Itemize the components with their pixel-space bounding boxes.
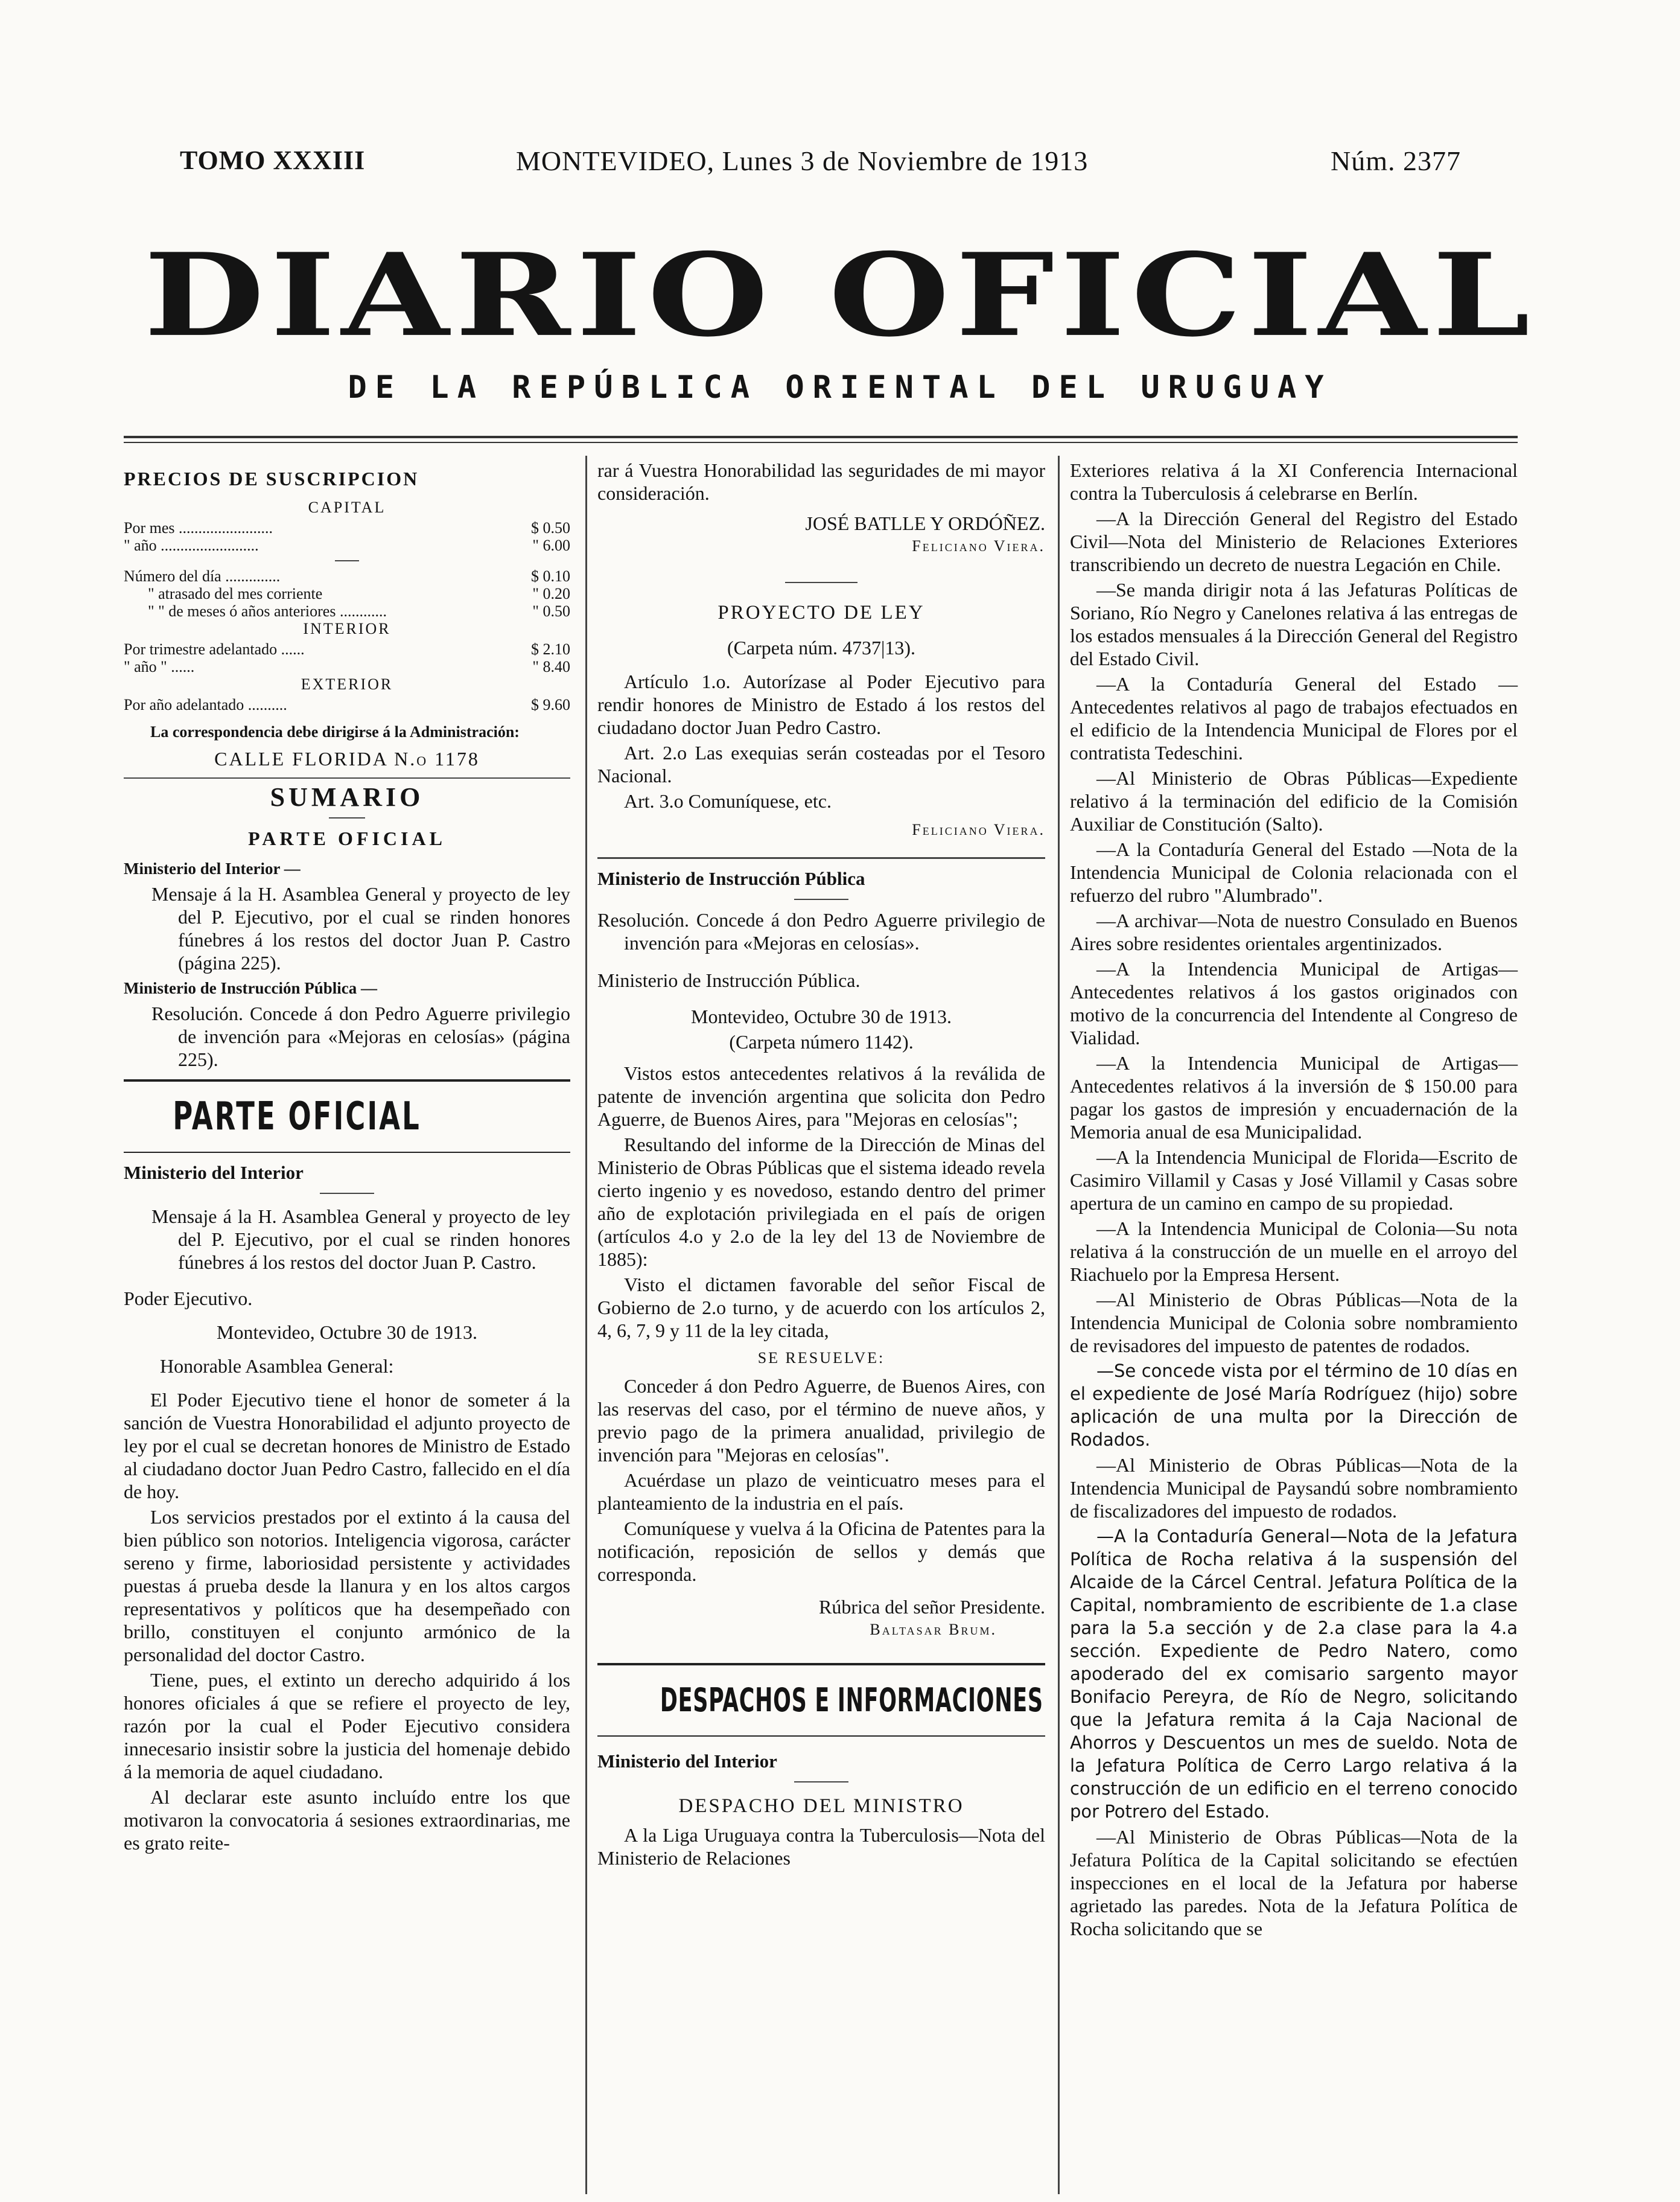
masthead-rule xyxy=(124,436,1518,438)
capital-heading: CAPITAL xyxy=(308,499,386,516)
article: Art. 3.o Comuníquese, etc. xyxy=(624,790,832,812)
dispatch-title: DESPACHO DEL MINISTRO xyxy=(678,1795,964,1817)
paragraph: Vistos estos antecedentes relativos á la reválida de patente de invención argentina que solicita don Pedro Aguerre, de Buenos Aires, para "Mejoras en celosías"; xyxy=(597,1062,1045,1130)
dispatch-item: —A la Contaduría General del Estado —Antecedentes relativos al pago de trabajos efectuados en el edificio de la Intendencia Municipal de Flores por el contratista Tedeschini. xyxy=(1070,673,1518,764)
divider xyxy=(785,582,858,583)
poder-ejecutivo: Poder Ejecutivo. xyxy=(124,1288,253,1309)
price-row: " atrasado del mes corriente " 0.20 xyxy=(148,585,570,602)
divider xyxy=(320,1193,374,1194)
correspondence-note: La correspondencia debe dirigirse á la Administración: xyxy=(150,723,520,741)
masthead-title: DIARIO OFICIAL xyxy=(144,228,1536,362)
ministry-heading: Ministerio del Interior xyxy=(597,1750,777,1772)
dispatch-item: —A la Intendencia Municipal de Colonia—Su nota relativa á la construcción de un muelle en el arroyo del Riachuelo por la Empresa Hersent. xyxy=(1070,1217,1518,1285)
price-row: Por mes ........................ $ 0.50 xyxy=(124,519,570,537)
paragraph: Comuníquese y vuelva á la Oficina de Patentes para la notificación, reposición de sellos y demás que corresponda. xyxy=(597,1517,1045,1585)
signature: Feliciano Viera. xyxy=(912,821,1045,838)
dispatch-item: —Al Ministerio de Obras Públicas—Nota de la Intendencia Municipal de Paysandú sobre nombramiento de fiscalizadores del impuesto de rodados. xyxy=(1070,1454,1518,1522)
divider xyxy=(794,899,848,900)
signature: JOSÉ BATLLE Y ORDÓÑEZ. xyxy=(805,512,1045,534)
price-row: " año " ...... " 8.40 xyxy=(124,658,570,675)
issue-prices xyxy=(124,567,570,620)
divider xyxy=(794,1781,848,1782)
masthead-rule-thin xyxy=(124,442,1518,443)
paragraph: Resultando del informe de la Dirección de Minas del Ministerio de Obras Públicas que el sistema ideado revela cierto ingenio y es novedoso, estando dentro del primer año de explotación privilegiada en el país de origen (artículos 4.o y 2.o de la ley del 13 de Noviembre de 1885): xyxy=(597,1134,1045,1270)
ministry-heading: Ministerio del Interior xyxy=(124,1162,304,1183)
price-row: Número del día .............. $ 0.10 xyxy=(124,567,570,585)
divider xyxy=(335,560,359,561)
paragraph: Los servicios prestados por el extinto á la causa del bien público son notorios. Inteligencia vigorosa, carácter sereno y firme, laboriosidad persistente y actividades puestas á prueba desde la llanura y en los altos cargos representativos y políticos que ha desempeñado con brillo, constituyen el conjunto armónico de la personalidad del doctor Castro. xyxy=(124,1506,570,1665)
signature: Feliciano Viera. xyxy=(912,537,1045,555)
paragraph: Acuérdase un plazo de veinticuatro meses para el planteamiento de la industria en el país. xyxy=(597,1469,1045,1514)
summary-section-title: PARTE OFICIAL xyxy=(248,828,446,849)
divider xyxy=(597,857,1045,859)
column-1 xyxy=(124,459,570,1857)
dispatch-item: —A la Dirección General del Registro del Estado Civil—Nota del Ministerio de Relaciones Exteriores transcribiendo un decreto de nuestra Legación en Chile. xyxy=(1070,508,1518,575)
dispatch-item: —A la Intendencia Municipal de Florida—Escrito de Casimiro Villamil y Casas y José Villamil y Casas sobre apertura de un camino en campo de su propiedad. xyxy=(1070,1146,1518,1214)
dispatch-item: —A la Intendencia Municipal de Artigas—Antecedentes relativos á los gastos originados con motivo de la concurrencia del Intendente al Congreso de Vialidad. xyxy=(1070,958,1518,1048)
dispatch-item: —A la Contaduría General del Estado —Nota de la Intendencia Municipal de Colonia relacionada con el refuerzo del rubro "Alumbrado". xyxy=(1070,838,1518,906)
price-row: " " de meses ó años anteriores ............ " 0.50 xyxy=(148,602,570,620)
folder-number: (Carpeta núm. 4737|13). xyxy=(727,637,916,659)
article: Artículo 1.o. Autorízase al Poder Ejecutivo para rendir honores de Ministro de Estado á los restos del ciudadano doctor Juan Pedro Castro. xyxy=(597,671,1045,738)
exterior-heading: EXTERIOR xyxy=(301,675,393,693)
column-separator xyxy=(585,456,587,2194)
summary-title: SUMARIO xyxy=(270,782,424,812)
summary-item-1: Mensaje á la H. Asamblea General y proyecto de ley del P. Ejecutivo, por el cual se rinden honores fúnebres á los restos del doctor Juan P. Castro (página 225). xyxy=(151,883,570,974)
ministry-heading: Ministerio de Instrucción Pública xyxy=(597,868,865,889)
summary-item-2-heading: Ministerio de Instrucción Pública — xyxy=(124,979,377,997)
section-title: PARTE OFICIAL xyxy=(173,1094,421,1139)
article: Art. 2.o Las exequias serán costeadas por el Tesoro Nacional. xyxy=(597,742,1045,787)
paragraph: Al declarar este asunto incluído entre los que motivaron la convocatoria á sesiones extraordinarias, me es grato reite- xyxy=(124,1786,570,1854)
capital-prices xyxy=(124,519,570,554)
masthead-subtitle: DE LA REPÚBLICA ORIENTAL DEL URUGUAY xyxy=(348,369,1332,406)
paragraph: A la Liga Uruguaya contra la Tuberculosis—Nota del Ministerio de Relaciones xyxy=(597,1824,1045,1869)
dispatch-item: Exteriores relativa á la XI Conferencia Internacional contra la Tuberculosis á celebrarse en Berlín. xyxy=(1070,459,1518,504)
folder-number: (Carpeta número 1142). xyxy=(729,1031,914,1053)
interior-heading: INTERIOR xyxy=(303,620,391,637)
dispatch-item: —A la Intendencia Municipal de Artigas—Antecedentes relativos á la inversión de $ 150.00 para pagar los gastos de impresión y encuadernación de la Memoria anual de esa Municipalidad. xyxy=(1070,1052,1518,1143)
date-line: Montevideo, Octubre 30 de 1913. xyxy=(217,1321,477,1343)
ministry-line: Ministerio de Instrucción Pública. xyxy=(597,969,861,991)
summary-item-2: Resolución. Concede á don Pedro Aguerre privilegio de invención para «Mejoras en celosías» (página 225). xyxy=(151,1003,570,1070)
dispatch-item: —A la Contaduría General—Nota de la Jefatura Política de Rocha relativa á la suspensión del Alcaide de la Cárcel Central. Jefatura Política de la Capital, nombramiento de escribiente de 1.a clase para la 5.a sección y de 2.a clase para la 4.a sección. Expediente de Pedro Natero, como apoderado del ex comisario sargento mayor Bonifacio Pereyra, de Río de Negro, solicitando que la Jefatura remita á la Caja Nacional de Ahorros y Descuentos un mes de sueldo. Nota de la Jefatura Política de Cerro Largo relativa á la construcción de un edificio en el terreno conocido por Potrero del Estado. xyxy=(1070,1526,1518,1822)
exterior-prices xyxy=(124,696,570,713)
resolves-heading: SE RESUELVE: xyxy=(757,1349,885,1367)
paragraph: Visto el dictamen favorable del señor Fiscal de Gobierno de 2.o turno, y de acuerdo con los artículos 2, 4, 6, 7, 9 y 11 de la ley citada, xyxy=(597,1274,1045,1341)
paragraph: Tiene, pues, el extinto un derecho adquirido á los honores oficiales á que se refiere el proyecto de ley, razón por la cual el Poder Ejecutivo considera innecesario insistir sobre la justicia del homenaje debido á la memoria de aquel ciudadano. xyxy=(124,1669,570,1782)
dispatch-item: —Se concede vista por el término de 10 días en el expediente de José María Rodríguez (hijo) sobre aplicación de una multa por la Dirección de Rodados. xyxy=(1070,1361,1518,1450)
section-title: DESPACHOS E INFORMACIONES xyxy=(660,1681,1043,1719)
price-row: Por año adelantado .......... $ 9.60 xyxy=(124,696,570,713)
parte-oficial-box xyxy=(124,1079,570,1153)
price-row: " año ......................... " 6.00 xyxy=(124,537,570,554)
salutation: Honorable Asamblea General: xyxy=(160,1355,394,1377)
volume-label: TOMO XXXIII xyxy=(180,145,366,175)
paragraph: rar á Vuestra Honorabilidad las seguridades de mi mayor consideración. xyxy=(597,459,1045,504)
dispatch-item: —Se manda dirigir nota á las Jefaturas Políticas de Soriano, Río Negro y Canelones relativa á las entregas de los estados mensuales á la Dirección General del Registro del Estado Civil. xyxy=(1070,579,1518,669)
paragraph: El Poder Ejecutivo tiene el honor de someter á la sanción de Vuestra Honorabilidad el adjunto proyecto de ley por el cual se decretan honores de Ministro de Estado al ciudadano doctor Juan Pedro Castro, fallecido en el día de hoy. xyxy=(124,1389,570,1502)
column-2 xyxy=(597,459,1045,1872)
summary-item-1-heading: Ministerio del Interior — xyxy=(124,860,301,878)
column-separator xyxy=(1058,456,1060,2194)
dispatch-item: —Al Ministerio de Obras Públicas—Expediente relativo á la terminación del edificio de la Comisión Auxiliar de Constitución (Salto). xyxy=(1070,767,1518,835)
divider xyxy=(329,817,365,819)
dispatch-item: —Al Ministerio de Obras Públicas—Nota de la Intendencia Municipal de Colonia sobre nombramiento de revisadores del impuesto de patentes de rodados. xyxy=(1070,1289,1518,1356)
price-row: Por trimestre adelantado ...... $ 2.10 xyxy=(124,640,570,658)
column-3 xyxy=(1070,459,1518,1942)
date-line: Montevideo, Octubre 30 de 1913. xyxy=(691,1006,952,1027)
despachos-box xyxy=(597,1663,1045,1737)
dispatch-item: —Al Ministerio de Obras Públicas—Nota de la Jefatura Política de la Capital solicitando se efectúen inspecciones en el local de la Jefatura por haberse agrietado las paredes. Nota de la Jefatura Política de Rocha solicitando que se xyxy=(1070,1826,1518,1939)
resolution-summary: Resolución. Concede á don Pedro Aguerre privilegio de invención para «Mejoras en celosías». xyxy=(597,909,1045,954)
paragraph: Conceder á don Pedro Aguerre, de Buenos Aires, con las reservas del caso, por el término de nueve años, y previo pago de la primera anualidad, privilegio de invención para "Mejoras en celosías". xyxy=(597,1375,1045,1466)
place-date: MONTEVIDEO, Lunes 3 de Noviembre de 1913 xyxy=(516,145,1089,176)
message-summary: Mensaje á la H. Asamblea General y proyecto de ley del P. Ejecutivo, por el cual se rinden honores fúnebres á los restos del doctor Juan P. Castro. xyxy=(151,1205,570,1273)
signature-note: Rúbrica del señor Presidente. xyxy=(819,1596,1045,1618)
signature: Baltasar Brum. xyxy=(870,1621,997,1638)
subscription-title: PRECIOS DE SUSCRIPCION xyxy=(124,468,419,490)
divider xyxy=(124,777,570,779)
dispatch-item: —A archivar—Nota de nuestro Consulado en Buenos Aires sobre residentes orientales argentinizados. xyxy=(1070,910,1518,954)
address: CALLE FLORIDA N.o 1178 xyxy=(214,748,480,770)
interior-prices xyxy=(124,640,570,675)
bill-title: PROYECTO DE LEY xyxy=(718,602,925,624)
issue-number: Núm. 2377 xyxy=(1331,145,1461,176)
